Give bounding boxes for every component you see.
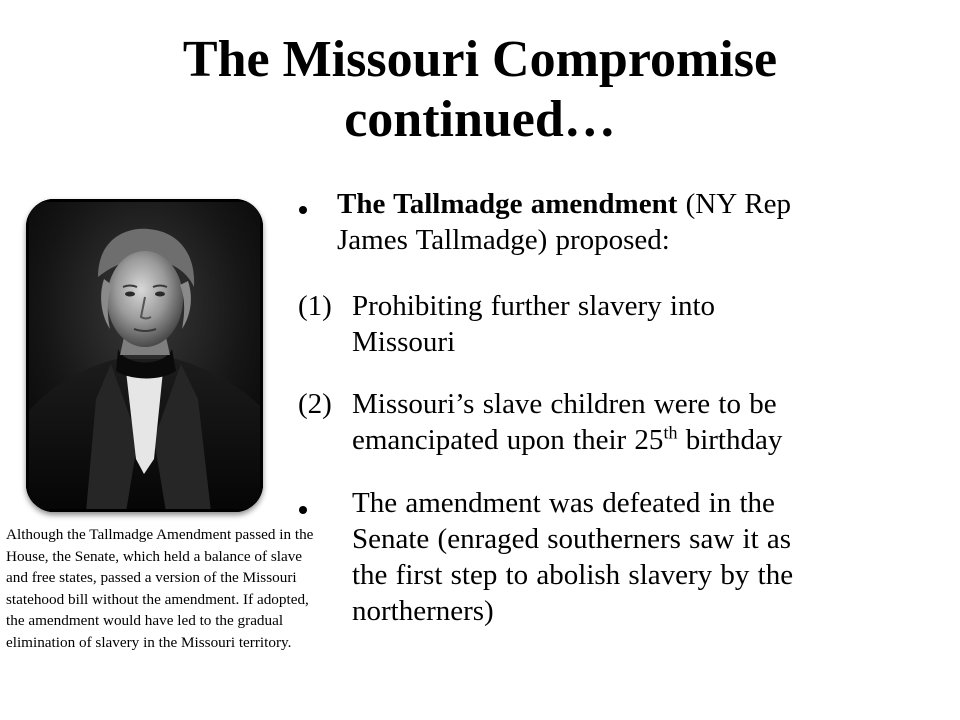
bullet-2-line-3: the first step to abolish slavery by the [352,559,794,591]
numbered-item-1-line-1: Prohibiting further slavery into [352,290,716,322]
bullet-1 [337,186,937,258]
bullet-2-line-1: The amendment was defeated in the [352,487,775,519]
numbered-label-1: (1) [298,290,332,322]
numbered-item-2-line-2-text: emancipated upon their 25 [352,424,664,456]
numbered-item-2-line-2 [352,422,942,458]
numbered-item-2-line-2-end: birthday [677,424,783,456]
bullet-2-line-2: Senate (enraged southerners saw it as [352,523,792,555]
bullet-1-rest: (NY Rep [677,188,792,220]
slide-title-line-2: continued… [344,91,616,148]
slide-title-line-1: The Missouri Compromise [182,31,778,88]
bullet-dot-2 [299,506,307,514]
bullet-1-line-2: James Tallmadge) proposed: [337,224,670,256]
numbered-item-1 [352,288,942,360]
bullet-dot-1 [299,206,307,214]
portrait-caption: Although the Tallmadge Amendment passed in the House, the Senate, which held a balance of slave and free states, passed a version of the Missouri statehood bill without the amendment. If adopted, the amendment would have led to the gradual elimination of slavery in the Missouri territory. [6,526,314,651]
ordinal-superscript: th [663,422,678,443]
numbered-item-2-line-1: Missouri’s slave children were to be [352,388,777,420]
bullet-2-line-4: northerners) [352,595,494,627]
numbered-item-2 [352,386,942,458]
bullet-2 [352,485,942,629]
bullet-1-bold: The Tallmadge amendment [337,188,678,220]
numbered-item-1-line-2: Missouri [352,326,456,358]
numbered-label-2: (2) [298,388,332,420]
